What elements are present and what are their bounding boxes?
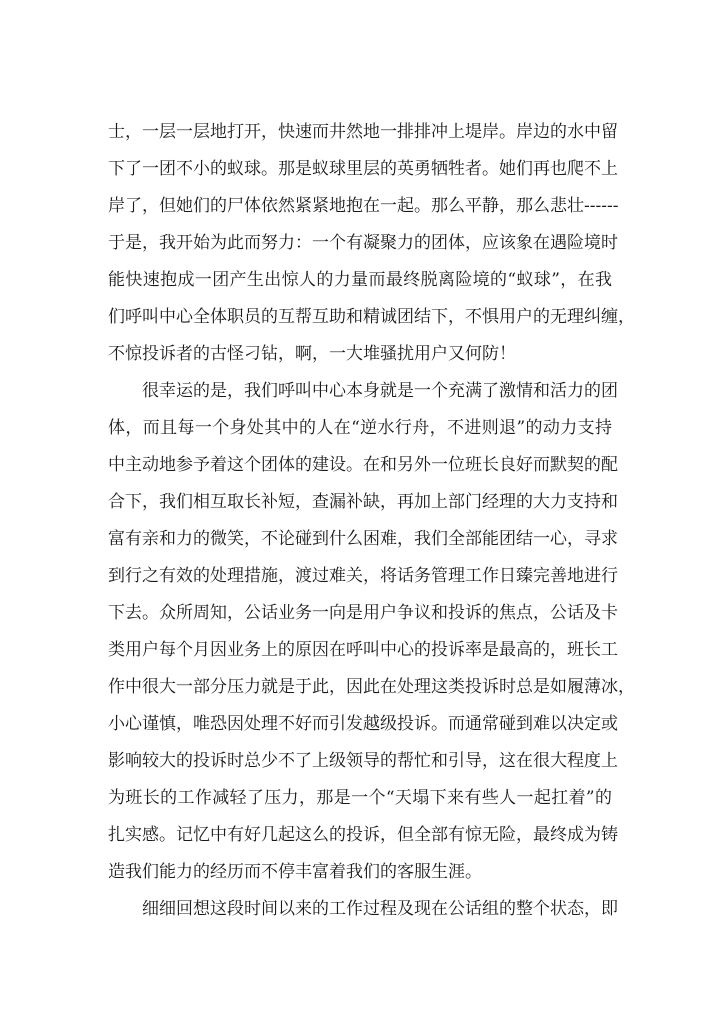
text-line: 扎实感。记忆中有好几起这么的投诉，但全部有惊无险，最终成为铸	[108, 825, 618, 845]
text-line: 造我们能力的经历而不停丰富着我们的客服生涯。	[108, 862, 482, 882]
text-line: 类用户每个月因业务上的原因在呼叫中心的投诉率是最高的，班长工	[108, 640, 618, 660]
text-line: 下了一团不小的蚁球。那是蚁球里层的英勇牺牲者。她们再也爬不上	[108, 159, 618, 179]
text-line: 岸了，但她们的尸体依然紧紧地抱在一起。那么平静，那么悲壮------	[108, 196, 619, 216]
text-line: 中主动地参予着这个团体的建设。在和另外一位班长良好而默契的配	[108, 455, 618, 475]
text-line: 富有亲和力的微笑，不论碰到什么困难，我们全部能团结一心，寻求	[108, 529, 618, 549]
text-line: 影响较大的投诉时总少不了上级领导的帮忙和引导，这在很大程度上	[108, 751, 618, 771]
text-line: 下去。众所周知，公话业务一向是用户争议和投诉的焦点，公话及卡	[108, 603, 618, 623]
text-line: 到行之有效的处理措施，渡过难关，将话务管理工作日臻完善地进行	[108, 566, 618, 586]
paragraph-first-line: 很幸运的是，我们呼叫中心本身就是一个充满了激情和活力的团	[142, 381, 618, 401]
text-line: 作中很大一部分压力就是于此，因此在处理这类投诉时总是如履薄冰，	[108, 677, 635, 697]
text-line: 们呼叫中心全体职员的互帮互助和精诚团结下，不惧用户的无理纠缠，	[108, 307, 635, 327]
text-line: 合下，我们相互取长补短，查漏补缺，再加上部门经理的大力支持和	[108, 492, 618, 512]
paragraph-first-line: 细细回想这段时间以来的工作过程及现在公话组的整个状态，即	[142, 899, 618, 919]
text-line: 于是，我开始为此而努力：一个有凝聚力的团体，应该象在遇险境时	[108, 233, 618, 253]
text-line: 能快速抱成一团产生出惊人的力量而最终脱离险境的“蚁球”，在我	[108, 270, 612, 290]
text-line: 体，而且每一个身处其中的人在“逆水行舟，不进则退”的动力支持	[108, 418, 612, 438]
text-line: 小心谨慎，唯恐因处理不好而引发越级投诉。而通常碰到难以决定或	[108, 714, 618, 734]
text-line: 不惊投诉者的古怪刁钻，啊，一大堆骚扰用户又何防！	[108, 344, 516, 364]
text-line: 为班长的工作减轻了压力，那是一个“天塌下来有些人一起扛着”的	[108, 788, 612, 808]
text-line: 士，一层一层地打开，快速而井然地一排排冲上堤岸。岸边的水中留	[108, 122, 618, 142]
